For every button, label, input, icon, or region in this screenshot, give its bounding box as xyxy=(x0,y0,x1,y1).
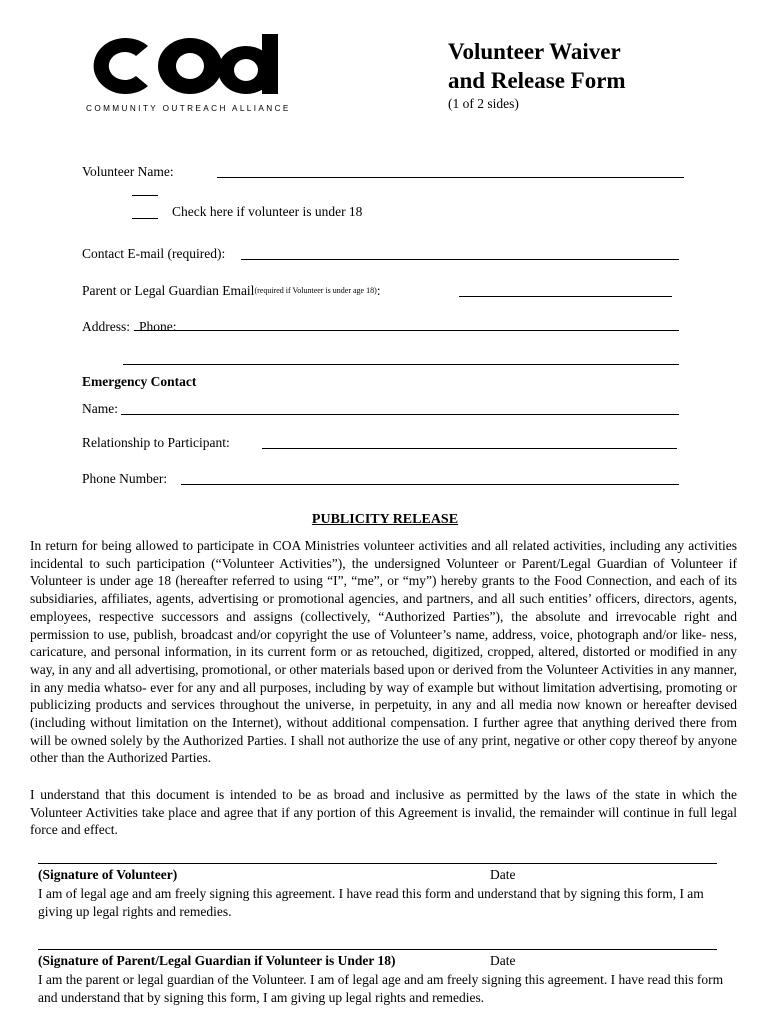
emergency-name-label: Name: xyxy=(82,401,118,416)
coa-logo xyxy=(86,28,291,124)
guardian-signature-line[interactable] xyxy=(38,949,717,950)
volunteer-name-field[interactable] xyxy=(217,177,684,178)
guardian-email-field[interactable] xyxy=(459,296,672,297)
email-field[interactable] xyxy=(241,259,679,260)
volunteer-date-label: Date xyxy=(490,867,516,882)
publicity-release-title: PUBLICITY RELEASE xyxy=(311,512,459,527)
email-label: Contact E-mail (required): xyxy=(82,246,226,261)
guardian-consent-text: I am the parent or legal guardian of the Volunteer. I am of legal age and am freely signing this agreement. I have read this form and understand that by signing this form, I am giving up legal rights and remedies. xyxy=(38,972,724,1005)
volunteer-signature-line[interactable] xyxy=(38,863,717,864)
relationship-label: Relationship to Participant: xyxy=(82,435,230,450)
under18-label: Check here if volunteer is under 18 xyxy=(172,204,363,219)
form-title-line2: and Release Form xyxy=(448,68,626,93)
volunteer-name-label: Volunteer Name: xyxy=(82,164,174,179)
volunteer-consent-text: I am of legal age and am freely signing this agreement. I have read this form and understand that by signing this form, I am giving up legal rights and remedies. xyxy=(38,886,704,919)
address-field[interactable] xyxy=(134,330,679,331)
volunteer-signature-label: (Signature of Volunteer) xyxy=(38,867,178,882)
form-title-line1: Volunteer Waiver xyxy=(448,39,621,64)
coa-logo-mark xyxy=(86,28,286,102)
emergency-name-field[interactable] xyxy=(121,414,679,415)
logo-tagline: COMMUNITY OUTREACH ALLIANCE xyxy=(86,104,291,113)
release-paragraph-2: I understand that this document is intended to be as broad and inclusive as permitted by the laws of the state in which the Volunteer Activities take place and agree that if any portion of this Agreement is invalid, the remainder will continue in full legal force and effect. xyxy=(30,787,737,838)
address-label: Address: xyxy=(82,319,130,334)
phone-label: Phone: xyxy=(139,319,177,334)
emergency-contact-heading: Emergency Contact xyxy=(82,374,197,389)
guardian-signature-label: (Signature of Parent/Legal Guardian if Volunteer is Under 18) xyxy=(38,953,396,968)
relationship-field[interactable] xyxy=(262,448,677,449)
guardian-email-label: Parent or Legal Guardian Email$^{(required if Volunteer is under age 18)}$: xyxy=(82,283,381,298)
phone-number-label: Phone Number: xyxy=(82,471,168,486)
guardian-email-note: (required if Volunteer is under age 18) xyxy=(254,286,377,295)
under18-checkbox[interactable] xyxy=(132,218,158,219)
guardian-date-label: Date xyxy=(490,953,516,968)
phone-number-field[interactable] xyxy=(181,484,679,485)
release-paragraph-1: In return for being allowed to participate in COA Ministries volunteer activities and all related activities, including any activities incidental to such participation (“Volunteer Activities”), the undersigned Volunteer or Parent/Legal Guardian of Volunteer if Volunteer is under age 18 (hereafter referred to using “I”, “me”, or “my”) hereby grants to the Food Connection, and each of its subsidiaries, affiliates, agents, advertising or promotional agencies, and partners, and all such entities’ officers, directors, agents, employees, respective successors and assigns (collectively, “Authorized Parties”), the absolute and irrevocable right and permission to use, publish, broadcast and/or copyright the use of Volunteer’s name, address, voice, photograph and/or like- ness, caricature, and personal information, in its current form or as retouched, digitized, cropped, altered, distorted or modified in any way, in any and all advertising, promotional, or other materials based upon or derived from the Volunteer Activities in any manner, in any media whatso- ever for any and all purposes, including by way of example but without limitation advertising, promoting or publicizing products and services throughout the universe, in perpetuity, in any and all media now known or hereafter devised (including without limitation on the Internet), without additional compensation. I further agree that anything derived there from will be owned solely by the Authorized Parties. I shall not authorize the use of any print, negative or other copy thereof by anyone other than the Authorized Parties. xyxy=(30,538,737,766)
form-subtitle: (1 of 2 sides) xyxy=(448,96,519,111)
address-field-line2[interactable] xyxy=(123,364,679,365)
under18-checkbox-top[interactable] xyxy=(132,195,158,196)
